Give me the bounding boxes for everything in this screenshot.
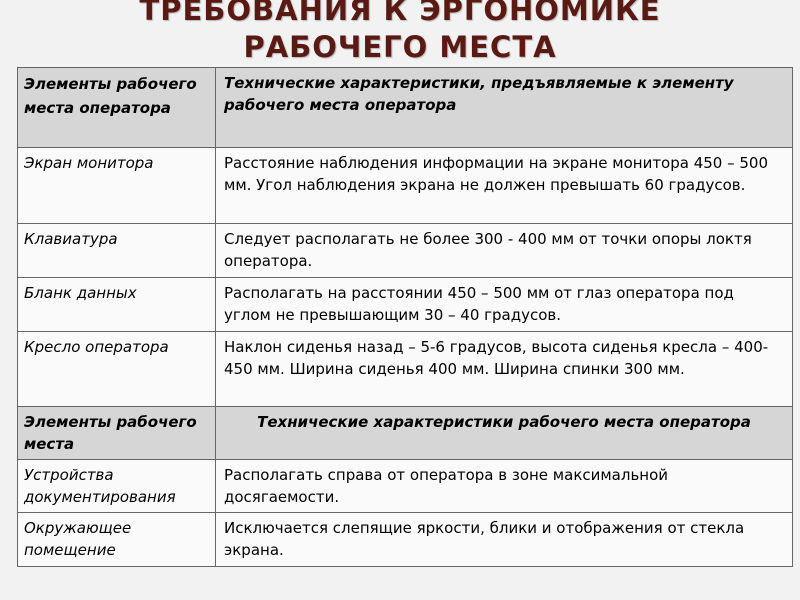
- table-row: [18, 513, 793, 567]
- table-row: [18, 224, 793, 278]
- element-cell: Кресло оператора: [18, 332, 216, 407]
- spec-cell: Располагать справа от оператора в зоне максимальной досягаемости.: [216, 460, 793, 513]
- table-row: [18, 278, 793, 332]
- element-cell: Экран монитора: [18, 148, 216, 224]
- spec-cell: Наклон сиденья назад – 5-6 градусов, высота сиденья кресла – 400-450 мм. Ширина сиденья 400 мм. Ширина спинки 300 мм.: [216, 332, 793, 407]
- spec-cell: Расстояние наблюдения информации на экране монитора 450 – 500 мм. Угол наблюдения экрана не должен превышать 60 градусов.: [216, 148, 793, 224]
- spec-cell: Исключается слепящие яркости, блики и отображения от стекла экрана.: [216, 513, 793, 567]
- header-element-cell: Элементы рабочего места оператора: [18, 68, 216, 148]
- element-cell: Устройства документирования: [18, 460, 216, 513]
- slide-title: [0, 0, 800, 66]
- table-row: [18, 460, 793, 513]
- table-header-row: [18, 68, 793, 148]
- slide-title-line1: ТРЕБОВАНИЯ К ЭРГОНОМИКЕ: [139, 0, 661, 27]
- table-row: [18, 148, 793, 224]
- subheader-spec-cell: Технические характеристики рабочего места оператора: [216, 407, 793, 460]
- table-subheader-row: [18, 407, 793, 460]
- slide-title-line2: РАБОЧЕГО МЕСТА: [243, 30, 557, 64]
- spec-cell: Следует располагать не более 300 - 400 мм от точки опоры локтя оператора.: [216, 224, 793, 278]
- ergonomics-table: [17, 67, 793, 567]
- header-spec-cell: Технические характеристики, предъявляемые к элементу рабочего места оператора: [216, 68, 793, 148]
- subheader-element-cell: Элементы рабочего места: [18, 407, 216, 460]
- element-cell: Бланк данных: [18, 278, 216, 332]
- spec-cell: Располагать на расстоянии 450 – 500 мм от глаз оператора под углом не превышающим 30 – 40 градусов.: [216, 278, 793, 332]
- table-row: [18, 332, 793, 407]
- element-cell: Клавиатура: [18, 224, 216, 278]
- element-cell: Окружающее помещение: [18, 513, 216, 567]
